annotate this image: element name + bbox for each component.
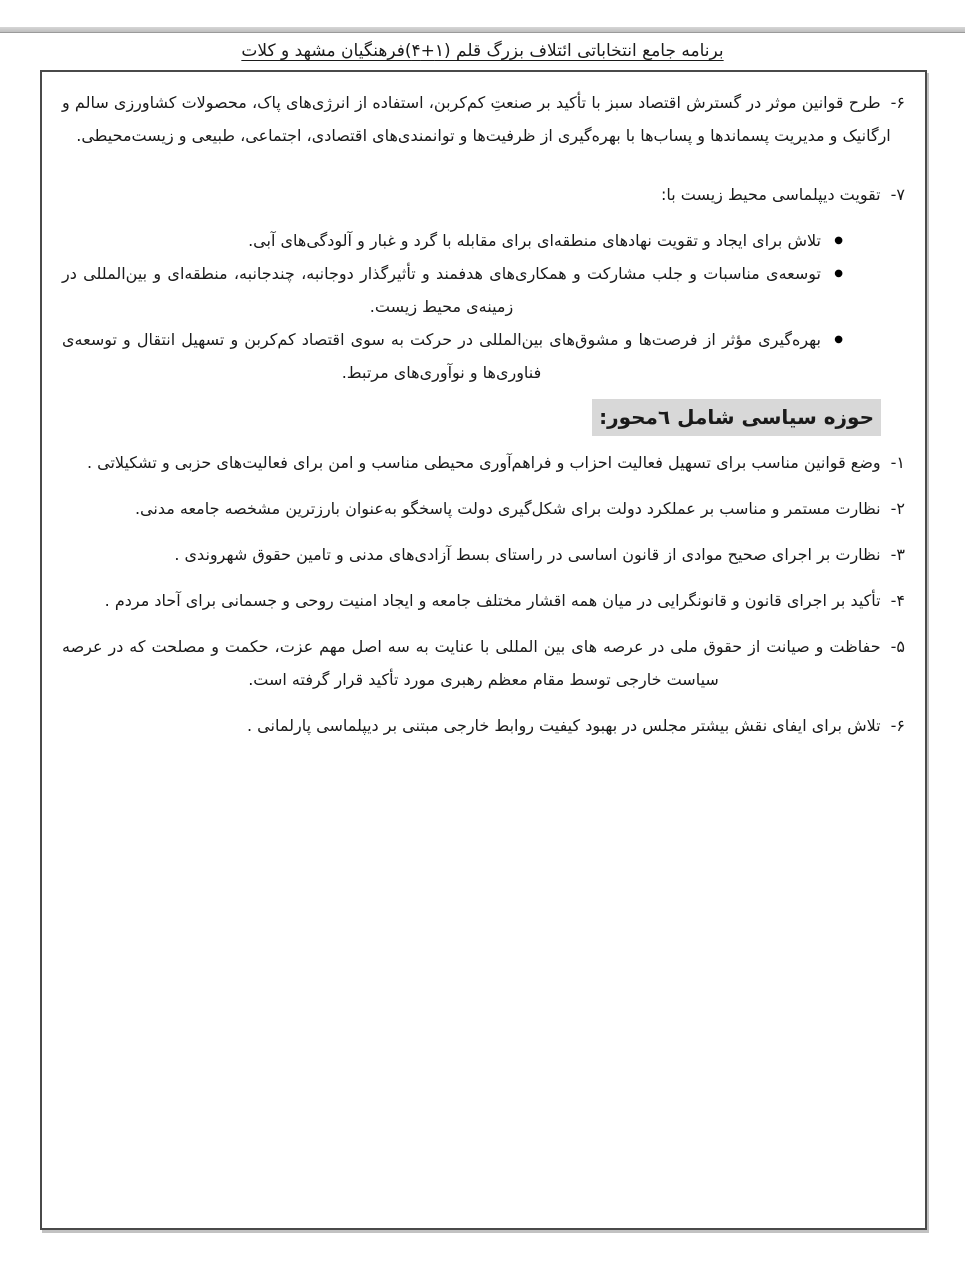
- political-heading-row: [62, 399, 905, 436]
- bullet-item: [62, 224, 843, 257]
- item-number: ۳-: [890, 545, 905, 564]
- political-item-4: [62, 584, 905, 617]
- item-number: ۷-: [890, 185, 905, 204]
- bullet-icon: ●: [834, 235, 843, 246]
- bullet-text: بهره‌گیری مؤثر از فرصت‌ها و مشوق‌های بین‌المللی در حرکت به سوی اقتصاد کم‌کربن و تسهیل انتقال و توسعه‌ی فناوری‌ها و نوآوری‌های مرتبط.: [62, 330, 821, 382]
- item-text: حفاظت و صیانت از حقوق ملی در عرصه های بین المللی با عنایت به سه اصل مهم عزت، حکمت و مصلحت که در عرصه سیاست خارجی توسط مقام معظم رهبری مورد تأکید قرار گرفته است.: [62, 637, 881, 689]
- bullet-text: توسعه‌ی مناسبات و جلب مشارکت و همکاری‌های هدفمند و تأثیرگذار دوجانبه، چندجانبه، منطقه‌ای و بین‌المللی در زمینه‌ی محیط زیست.: [62, 264, 821, 316]
- item-number: ۶-: [890, 93, 905, 112]
- political-item-1: [62, 446, 905, 479]
- item-text: وضع قوانین مناسب برای تسهیل فعالیت احزاب و فراهم‌آوری محیطی مناسب و امن برای فعالیت‌های حزبی و تشکیلاتی .: [86, 453, 881, 472]
- env-item-7: [62, 178, 905, 211]
- page-separator: [0, 27, 965, 33]
- bullet-text: تلاش برای ایجاد و تقویت نهادهای منطقه‌ای برای مقابله با گرد و غبار و آلودگی‌های آبی.: [248, 231, 821, 250]
- item-text: تلاش برای ایفای نقش بیشتر مجلس در بهبود کیفیت روابط خارجی مبتنی بر دیپلماسی پارلمانی .: [247, 716, 881, 735]
- item-text: نظارت مستمر و مناسب بر عملکرد دولت برای شکل‌گیری دولت پاسخگو به‌عنوان بارزترین مشخصه جامعه مدنی.: [134, 499, 881, 518]
- item-text: تقویت دیپلماسی محیط زیست با:: [660, 185, 881, 204]
- political-item-3: [62, 538, 905, 571]
- env-bullet-list: [62, 224, 905, 389]
- bullet-icon: ●: [834, 334, 843, 345]
- political-section-heading: حوزه سیاسی شامل ٦محور:: [592, 399, 881, 436]
- political-item-6: [62, 709, 905, 742]
- item-number: ۶-: [890, 716, 905, 735]
- item-text: تأکید بر اجرای قانون و قانونگرایی در میان همه اقشار مختلف جامعه و ایجاد امنیت روحی و جسمانی برای آحاد مردم .: [104, 591, 881, 610]
- item-number: ۲-: [890, 499, 905, 518]
- item-number: ۵-: [890, 637, 905, 656]
- bullet-item: [62, 257, 843, 323]
- bullet-item: [62, 323, 843, 389]
- document-frame: [40, 70, 927, 1230]
- item-number: ۴-: [890, 591, 905, 610]
- page-title-text: برنامه جامع انتخاباتی ائتلاف بزرگ قلم (۱+۴)فرهنگیان مشهد و کلات: [241, 41, 724, 61]
- env-item-6: [62, 86, 905, 152]
- page-title: [0, 38, 965, 64]
- bullet-icon: ●: [834, 268, 843, 279]
- item-number: ۱-: [890, 453, 905, 472]
- item-text: طرح قوانین موثر در گسترش اقتصاد سبز با تأکید بر صنعتِ کم‌کربن، استفاده از انرژی‌های پاک، محصولات کشاورزی سالم و ارگانیک و مدیریت پسماندها و پساب‌ها با بهره‌گیری از ظرفیت‌ها و توانمندی‌های اقتصادی، اجتماعی، طبیعی و زیست‌محیطی.: [62, 93, 891, 145]
- political-items: [62, 446, 905, 742]
- item-text: نظارت بر اجرای صحیح موادی از قانون اساسی در راستای بسط آزادی‌های مدنی و تامین حقوق شهروندی .: [174, 545, 881, 564]
- political-item-5: [62, 630, 905, 696]
- political-item-2: [62, 492, 905, 525]
